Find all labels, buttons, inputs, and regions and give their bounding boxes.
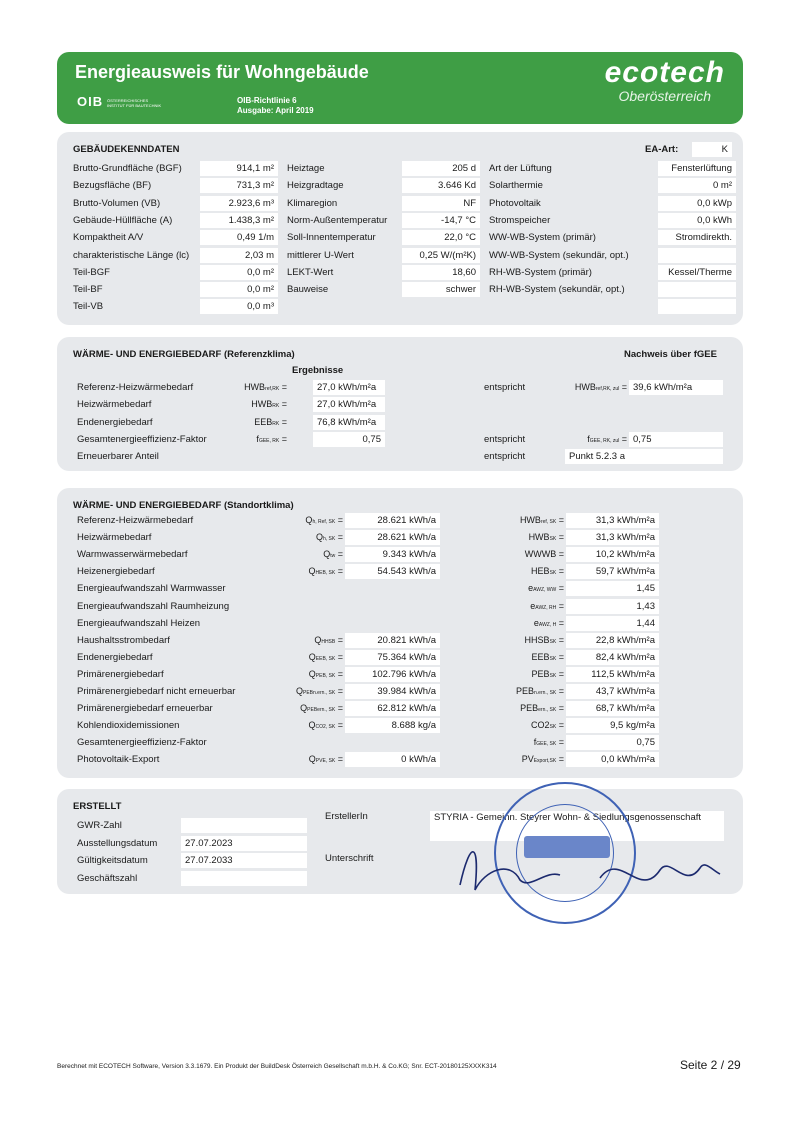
std-symbol-2: HWBSK = bbox=[528, 532, 564, 543]
ref-value: 27,0 kWh/m²a bbox=[313, 397, 385, 412]
std-symbol-2-sub: AWZ, WW bbox=[533, 587, 557, 594]
std-label: Referenz-Heizwärmebedarf bbox=[77, 515, 194, 526]
std-value-2: 1,44 bbox=[566, 616, 659, 631]
geb-value: 2.923,6 m³ bbox=[200, 196, 278, 211]
ref-symbol: fGEE, RK = bbox=[256, 433, 287, 444]
brand-region: Oberösterreich bbox=[618, 88, 712, 104]
page-number: Seite 2 / 29 bbox=[680, 1058, 741, 1072]
std-value-2: 0,0 kWh/m²a bbox=[566, 752, 659, 767]
ref-right-value: Punkt 5.2.3 a bbox=[565, 449, 723, 464]
geb-value bbox=[658, 282, 736, 297]
std-value-2: 31,3 kWh/m²a bbox=[566, 513, 659, 528]
std-symbol-2-sub: SK bbox=[549, 672, 557, 679]
brand-name: ecotech bbox=[604, 56, 725, 89]
geb-label: Heiztage bbox=[287, 163, 325, 174]
std-value-2: 43,7 kWh/m²a bbox=[566, 684, 659, 699]
ref-right-symbol-sub: ref,RK, zul bbox=[595, 386, 620, 392]
std-symbol-2: eAWZ, H = bbox=[533, 617, 564, 628]
std-symbol-sub: PEBn.ern., SK bbox=[302, 690, 336, 696]
erstellt-label: GWR-Zahl bbox=[77, 820, 122, 831]
std-value-2: 68,7 kWh/m²a bbox=[566, 701, 659, 716]
std-symbol: QPEBern., SK = bbox=[300, 703, 343, 714]
std-value: 28.621 kWh/a bbox=[345, 530, 440, 545]
std-symbol-base: Q bbox=[314, 634, 322, 645]
std-symbol-2: HEBSK = bbox=[531, 566, 564, 577]
ersteller-value: STYRIA - Gemeinn. Steyrer Wohn- & Siedlungsgenossenschaft bbox=[430, 811, 724, 841]
unterschrift-label: Unterschrift bbox=[325, 853, 374, 864]
oib-subtitle: ÖSTERREICHISCHES INSTITUT FÜR BAUTECHNIK bbox=[107, 98, 162, 108]
ref-value: 76,8 kWh/m²a bbox=[313, 415, 385, 430]
std-value: 75.364 kWh/a bbox=[345, 650, 440, 665]
std-value-2: 22,8 kWh/m²a bbox=[566, 633, 659, 648]
std-symbol-base: Q bbox=[308, 566, 316, 577]
std-symbol: QPEBn.ern., SK = bbox=[295, 686, 343, 696]
geb-value: 0,0 m² bbox=[200, 265, 278, 280]
std-symbol-sub: PEBern., SK bbox=[307, 707, 336, 714]
std-symbol-2-sub: SK bbox=[549, 724, 557, 731]
ea-art-value: K bbox=[692, 142, 732, 157]
geb-value: 0 m² bbox=[658, 178, 736, 193]
std-symbol-base: Q bbox=[308, 651, 316, 662]
ref-label: Erneuerbarer Anteil bbox=[77, 451, 159, 463]
std-symbol-2-sub: SK bbox=[549, 570, 557, 577]
ref-symbol-sub: RK bbox=[272, 420, 280, 427]
std-label: Gesamtenergieeffizienz-Faktor bbox=[77, 737, 207, 749]
erstellt-label: Ausstellungsdatum bbox=[77, 837, 158, 849]
ref-right-symbol: HWBref,RK, zul = bbox=[574, 382, 627, 392]
ref-symbol-sub: ref,RK bbox=[265, 386, 280, 392]
geb-value: 3.646 Kd bbox=[402, 178, 480, 193]
std-symbol-2-sub: SK bbox=[549, 536, 557, 543]
std-symbol-2-base: PEB bbox=[515, 686, 534, 696]
geb-label: Brutto-Grundfläche (BGF) bbox=[73, 163, 182, 174]
header-banner bbox=[57, 52, 743, 124]
ref-right-symbol-base: HWB bbox=[574, 382, 596, 392]
std-symbol-base: Q bbox=[323, 549, 331, 560]
std-label: Heizenergiebedarf bbox=[77, 566, 155, 578]
ref-value: 27,0 kWh/m²a bbox=[313, 380, 385, 395]
std-label: Primärenergiebedarf nicht erneuerbar bbox=[77, 686, 236, 697]
std-symbol: QPEB, SK = bbox=[308, 668, 343, 679]
geb-label: Solarthermie bbox=[489, 180, 543, 192]
std-value: 39.984 kWh/a bbox=[345, 684, 440, 699]
geb-value bbox=[658, 248, 736, 263]
std-value-2: 112,5 kWh/m²a bbox=[566, 667, 659, 682]
std-symbol-2-sub: GEE, SK bbox=[536, 741, 557, 748]
geb-label: Gebäude-Hüllfläche (A) bbox=[73, 214, 173, 226]
geb-value: 731,3 m² bbox=[200, 178, 278, 193]
geb-label: RH-WB-System (primär) bbox=[489, 266, 592, 278]
std-value-2: 1,43 bbox=[566, 599, 659, 614]
geb-value: Stromdirekth. bbox=[658, 230, 736, 245]
ea-art-label: EA-Art: bbox=[645, 144, 679, 155]
std-symbol-sub: EEB, SK bbox=[315, 655, 336, 662]
ref-symbol-base: f bbox=[256, 433, 259, 444]
ref-symbol: HWBref,RK = bbox=[244, 382, 287, 392]
ref-right-symbol-sub: GEE, RK, zul bbox=[589, 438, 620, 444]
std-symbol-2-base: e bbox=[528, 583, 534, 594]
std-symbol: QCO2, SK = bbox=[308, 720, 343, 731]
geb-value bbox=[658, 299, 736, 314]
geb-label: WW-WB-System (primär) bbox=[489, 232, 596, 244]
std-symbol-base: Q bbox=[308, 754, 316, 765]
ref-label: Referenz-Heizwärmebedarf bbox=[77, 382, 194, 393]
std-symbol-2-base: PEB bbox=[531, 668, 550, 679]
std-symbol: QHEB, SK = bbox=[308, 566, 343, 577]
ref-symbol-sub: RK bbox=[272, 403, 280, 410]
geb-label: Teil-BGF bbox=[73, 266, 110, 278]
geb-value: Fensterlüftung bbox=[658, 161, 736, 176]
std-symbol-base: Q bbox=[308, 720, 316, 731]
ref-symbol-base: EEB bbox=[254, 416, 273, 427]
std-symbol-2: PEBn.ern., SK = bbox=[515, 686, 564, 696]
geb-label: Norm-Außentemperatur bbox=[287, 214, 388, 226]
std-label: Energieaufwandszahl Heizen bbox=[77, 617, 201, 629]
signature bbox=[450, 830, 730, 910]
std-symbol-base: Q bbox=[295, 686, 303, 696]
geb-value: schwer bbox=[402, 282, 480, 297]
std-symbol-sub: tw bbox=[330, 553, 336, 560]
std-label: Heizwärmebedarf bbox=[77, 532, 152, 544]
std-value-2: 0,75 bbox=[566, 735, 659, 750]
std-symbol-2-sub: SK bbox=[549, 655, 557, 662]
geb-label: charakteristische Länge (lc) bbox=[73, 249, 190, 261]
std-label: Energieaufwandszahl Raumheizung bbox=[77, 600, 230, 612]
ecotech-logo bbox=[605, 58, 725, 104]
geb-value: Kessel/Therme bbox=[658, 265, 736, 280]
std-symbol-base: Q bbox=[315, 532, 323, 543]
std-symbol-2-base: f bbox=[533, 737, 537, 748]
std-symbol-sub: HHSB bbox=[321, 638, 336, 645]
std-symbol-2: WWWB = bbox=[524, 549, 564, 560]
std-value-2: 59,7 kWh/m²a bbox=[566, 564, 659, 579]
std-symbol: Qh, SK = bbox=[315, 532, 343, 543]
erstellt-label: Gültigkeitsdatum bbox=[77, 855, 148, 866]
ref-right-label: entspricht bbox=[484, 382, 526, 393]
std-label: Warmwasserwärmebedarf bbox=[77, 549, 188, 561]
std-symbol-sub: CO2, SK bbox=[315, 724, 336, 731]
geb-label: LEKT-Wert bbox=[287, 266, 334, 278]
std-value: 8.688 kg/a bbox=[345, 718, 440, 733]
std-symbol-2: PVExport,SK = bbox=[521, 754, 564, 765]
ref-right-value: 39,6 kWh/m²a bbox=[629, 380, 723, 395]
std-symbol-base: Q bbox=[300, 703, 308, 714]
std-symbol: Qh, Ref, SK = bbox=[305, 515, 343, 525]
erstellt-title: ERSTELLT bbox=[73, 801, 122, 812]
nachweis-label: Nachweis über fGEE bbox=[624, 349, 717, 360]
geb-value: 18,60 bbox=[402, 265, 480, 280]
std-symbol-2: eAWZ, WW = bbox=[528, 583, 564, 594]
geb-value: 0,49 1/m bbox=[200, 230, 278, 245]
std-value-2: 31,3 kWh/m²a bbox=[566, 530, 659, 545]
ergebnisse-label: Ergebnisse bbox=[292, 365, 344, 376]
std-symbol-2-base: PEB bbox=[520, 703, 539, 714]
std-symbol: QHHSB = bbox=[314, 634, 343, 645]
referenzklima-panel bbox=[57, 337, 743, 471]
std-symbol-2-sub: AWZ, RH bbox=[535, 604, 557, 611]
std-value: 54.543 kWh/a bbox=[345, 564, 440, 579]
std-symbol-2-sub: Export,SK bbox=[533, 758, 557, 765]
std-symbol-2-sub: AWZ, H bbox=[538, 621, 557, 628]
std-symbol-2-base: WWWB bbox=[524, 549, 557, 560]
std-symbol-base: Q bbox=[308, 668, 316, 679]
erstellt-value bbox=[181, 818, 307, 833]
std-symbol-sub: HEB, SK bbox=[315, 570, 336, 577]
ref-label: Gesamtenergieeffizienz-Faktor bbox=[77, 433, 207, 445]
oib-logo: OIB bbox=[77, 94, 104, 109]
referenzklima-title: WÄRME- UND ENERGIEBEDARF (Referenzklima) bbox=[73, 349, 295, 360]
gebaeudekenndaten-title: GEBÄUDEKENNDATEN bbox=[73, 144, 180, 155]
erstellt-value bbox=[181, 871, 307, 886]
std-label: Kohlendioxidemissionen bbox=[77, 720, 180, 732]
ref-right-label: entspricht bbox=[484, 451, 526, 462]
erstellt-label: Geschäftszahl bbox=[77, 872, 138, 884]
std-symbol-2: PEBern., SK = bbox=[520, 703, 564, 714]
geb-label: Teil-BF bbox=[73, 284, 103, 296]
geb-value: 0,0 m³ bbox=[200, 299, 278, 314]
geb-label: Art der Lüftung bbox=[489, 163, 552, 174]
std-label: Primärenergiebedarf bbox=[77, 668, 164, 680]
richtlinie: OIB-Richtlinie 6 bbox=[237, 96, 297, 105]
geb-value: 22,0 °C bbox=[402, 230, 480, 245]
std-label: Primärenergiebedarf erneuerbar bbox=[77, 703, 213, 715]
geb-value: 0,0 kWh bbox=[658, 213, 736, 228]
geb-value: 0,25 W/(m²K) bbox=[402, 248, 480, 263]
geb-value: NF bbox=[402, 196, 480, 211]
std-symbol-2-base: HWB bbox=[519, 515, 541, 525]
std-symbol-sub: h, Ref, SK bbox=[312, 519, 336, 525]
std-value: 9.343 kWh/a bbox=[345, 547, 440, 562]
ref-symbol-sub: GEE, RK bbox=[258, 437, 280, 444]
geb-label: Bauweise bbox=[287, 284, 329, 296]
std-symbol-2-base: PV bbox=[521, 754, 534, 765]
std-symbol-base: Q bbox=[305, 515, 313, 525]
geb-value: 2,03 m bbox=[200, 248, 278, 263]
std-label: Photovoltaik-Export bbox=[77, 754, 160, 766]
std-label: Energieaufwandszahl Warmwasser bbox=[77, 583, 226, 595]
std-value: 102.796 kWh/a bbox=[345, 667, 440, 682]
standortklima-panel bbox=[57, 488, 743, 778]
std-symbol-2-base: HWB bbox=[528, 532, 550, 543]
ref-right-label: entspricht bbox=[484, 434, 526, 445]
std-symbol-2: HWBref, SK = bbox=[519, 515, 564, 525]
std-symbol: QEEB, SK = bbox=[308, 651, 343, 662]
richtlinie-info bbox=[237, 96, 314, 116]
ref-symbol-base: HWB bbox=[244, 382, 266, 392]
std-symbol-2-sub: SK bbox=[549, 638, 557, 645]
std-symbol-2-base: HHSB bbox=[524, 634, 550, 645]
std-value-2: 10,2 kWh/m²a bbox=[566, 547, 659, 562]
geb-label: Bezugsfläche (BF) bbox=[73, 180, 152, 192]
geb-label: Klimaregion bbox=[287, 197, 338, 209]
ref-symbol: HWBRK = bbox=[251, 399, 287, 410]
geb-value: 0,0 kWp bbox=[658, 196, 736, 211]
std-symbol-2-sub: n.ern., SK bbox=[534, 690, 557, 696]
footer-text: Berechnet mit ECOTECH Software, Version 3.3.1679. Ein Produkt der BuildDesk Österreich Gesellschaft m.b.H. & Co.KG; Snr. ECT-20180125XXXK314 bbox=[57, 1063, 497, 1070]
std-symbol-2: HHSBSK = bbox=[524, 634, 564, 645]
geb-value: 205 d bbox=[402, 161, 480, 176]
geb-value: 914,1 m² bbox=[200, 161, 278, 176]
std-value: 0 kWh/a bbox=[345, 752, 440, 767]
std-symbol-2-base: HEB bbox=[531, 566, 550, 577]
std-label: Haushaltsstrombedarf bbox=[77, 634, 170, 646]
std-symbol-2-base: e bbox=[533, 617, 539, 628]
std-symbol: QPVE, SK = bbox=[308, 754, 343, 765]
geb-label: Heizgradtage bbox=[287, 180, 344, 192]
std-symbol-2: fGEE, SK = bbox=[533, 737, 564, 748]
std-symbol-2: eAWZ, RH = bbox=[530, 600, 564, 611]
ref-label: Endenergiebedarf bbox=[77, 416, 153, 428]
ref-value: 0,75 bbox=[313, 432, 385, 447]
std-value-2: 9,5 kg/m²a bbox=[566, 718, 659, 733]
std-symbol-2-base: CO2 bbox=[531, 720, 550, 731]
std-symbol-sub: PVE, SK bbox=[315, 758, 336, 765]
ref-symbol: EEBRK = bbox=[254, 416, 287, 427]
std-symbol: Qtw = bbox=[323, 549, 343, 560]
std-value: 28.621 kWh/a bbox=[345, 513, 440, 528]
erstellt-value: 27.07.2033 bbox=[181, 853, 307, 868]
document-title: Energieausweis für Wohngebäude bbox=[75, 62, 369, 82]
geb-value: 1.438,3 m² bbox=[200, 213, 278, 228]
ausgabe: Ausgabe: April 2019 bbox=[237, 106, 314, 115]
geb-label: Stromspeicher bbox=[489, 214, 551, 226]
geb-label: Teil-VB bbox=[73, 301, 104, 313]
geb-label: Soll-Innentemperatur bbox=[287, 232, 376, 244]
geb-label: mittlerer U-Wert bbox=[287, 249, 354, 261]
geb-label: Brutto-Volumen (VB) bbox=[73, 197, 161, 209]
standortklima-title: WÄRME- UND ENERGIEBEDARF (Standortklima) bbox=[73, 500, 294, 511]
ref-symbol-base: HWB bbox=[251, 399, 273, 410]
std-value-2: 82,4 kWh/m²a bbox=[566, 650, 659, 665]
std-value: 62.812 kWh/a bbox=[345, 701, 440, 716]
std-symbol-sub: PEB, SK bbox=[315, 672, 336, 679]
std-symbol-sub: h, SK bbox=[323, 536, 336, 543]
std-symbol-2: EEBSK = bbox=[531, 651, 564, 662]
std-symbol-2: PEBSK = bbox=[531, 668, 564, 679]
geb-value: -14,7 °C bbox=[402, 213, 480, 228]
std-label: Endenergiebedarf bbox=[77, 651, 153, 663]
geb-value: 0,0 m² bbox=[200, 282, 278, 297]
std-symbol-2-sub: ern., SK bbox=[538, 707, 557, 714]
geb-label: Photovoltaik bbox=[489, 197, 541, 209]
ref-right-symbol: fGEE, RK, zul = bbox=[587, 434, 627, 444]
gebaeudekenndaten-panel bbox=[57, 132, 743, 325]
geb-label: Kompaktheit A/V bbox=[73, 232, 144, 244]
std-symbol-2-base: EEB bbox=[531, 651, 550, 662]
std-symbol-2-base: e bbox=[530, 600, 536, 611]
geb-label: RH-WB-System (sekundär, opt.) bbox=[489, 284, 625, 296]
std-value: 20.821 kWh/a bbox=[345, 633, 440, 648]
ersteller-label: ErstellerIn bbox=[325, 811, 368, 822]
std-value-2: 1,45 bbox=[566, 581, 659, 596]
ref-right-symbol-base: f bbox=[587, 434, 590, 444]
std-symbol-2: CO2SK = bbox=[531, 720, 564, 731]
ref-right-value: 0,75 bbox=[629, 432, 723, 447]
std-symbol-2-sub: ref, SK bbox=[540, 519, 557, 525]
ref-label: Heizwärmebedarf bbox=[77, 399, 152, 411]
erstellt-value: 27.07.2023 bbox=[181, 836, 307, 851]
geb-label: WW-WB-System (sekundär, opt.) bbox=[489, 249, 629, 261]
